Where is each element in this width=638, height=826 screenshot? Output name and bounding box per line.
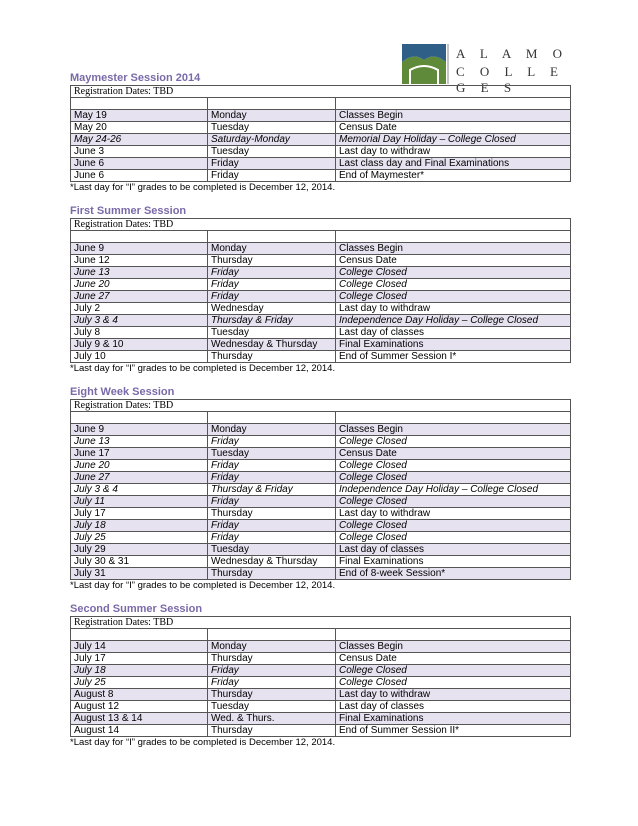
table-row — [71, 532, 571, 544]
session-table — [70, 85, 571, 182]
day-cell: Friday — [208, 472, 336, 484]
registration-dates: Registration Dates: TBD — [71, 219, 571, 231]
incomplete-grades-note: *Last day for “I” grades to be completed is December 12, 2014. — [70, 363, 336, 374]
date-cell: July 9 & 10 — [71, 339, 208, 351]
table-row — [71, 689, 571, 701]
date-cell: May 24-26 — [71, 134, 208, 146]
table-row — [71, 134, 571, 146]
blank-cell — [208, 629, 336, 641]
table-row — [71, 279, 571, 291]
table-row — [71, 158, 571, 170]
table-row — [71, 677, 571, 689]
calendar-sessions — [70, 72, 570, 760]
day-cell: Thursday — [208, 351, 336, 363]
event-cell: End of Summer Session I* — [336, 351, 571, 363]
session-section — [70, 603, 570, 749]
table-row — [71, 327, 571, 339]
date-cell: July 30 & 31 — [71, 556, 208, 568]
registration-row — [71, 617, 571, 629]
registration-dates: Registration Dates: TBD — [71, 86, 571, 98]
event-cell: College Closed — [336, 436, 571, 448]
day-cell: Wednesday — [208, 303, 336, 315]
date-cell: June 12 — [71, 255, 208, 267]
event-cell: Last day of classes — [336, 544, 571, 556]
date-cell: August 12 — [71, 701, 208, 713]
day-cell: Thursday — [208, 689, 336, 701]
event-cell: College Closed — [336, 496, 571, 508]
table-row — [71, 146, 571, 158]
event-cell: Classes Begin — [336, 110, 571, 122]
date-cell: July 3 & 4 — [71, 315, 208, 327]
event-cell: Last day of classes — [336, 327, 571, 339]
event-cell: Classes Begin — [336, 424, 571, 436]
table-row — [71, 701, 571, 713]
date-cell: July 2 — [71, 303, 208, 315]
event-cell: Last day of classes — [336, 701, 571, 713]
day-cell: Tuesday — [208, 146, 336, 158]
event-cell: College Closed — [336, 267, 571, 279]
day-cell: Thursday & Friday — [208, 315, 336, 327]
table-row — [71, 255, 571, 267]
event-cell: Census Date — [336, 122, 571, 134]
day-cell: Tuesday — [208, 327, 336, 339]
event-cell: Classes Begin — [336, 243, 571, 255]
event-cell: Independence Day Holiday – College Closed — [336, 315, 571, 327]
table-row — [71, 472, 571, 484]
table-row — [71, 725, 571, 737]
date-cell: June 20 — [71, 279, 208, 291]
event-cell: Last class day and Final Examinations — [336, 158, 571, 170]
day-cell: Friday — [208, 279, 336, 291]
session-table — [70, 218, 571, 363]
date-cell: July 25 — [71, 677, 208, 689]
date-cell: June 13 — [71, 436, 208, 448]
date-cell: August 13 & 14 — [71, 713, 208, 725]
table-row — [71, 665, 571, 677]
event-cell: Last day to withdraw — [336, 508, 571, 520]
day-cell: Friday — [208, 665, 336, 677]
event-cell: Final Examinations — [336, 339, 571, 351]
blank-cell — [208, 231, 336, 243]
event-cell: Last day to withdraw — [336, 146, 571, 158]
session-title: First Summer Session — [70, 205, 187, 217]
day-cell: Wed. & Thurs. — [208, 713, 336, 725]
date-cell: May 20 — [71, 122, 208, 134]
registration-row — [71, 86, 571, 98]
day-cell: Friday — [208, 291, 336, 303]
incomplete-grades-note: *Last day for “I” grades to be completed is December 12, 2014. — [70, 182, 336, 193]
table-row — [71, 653, 571, 665]
day-cell: Monday — [208, 424, 336, 436]
day-cell: Friday — [208, 170, 336, 182]
event-cell: Final Examinations — [336, 556, 571, 568]
table-row — [71, 351, 571, 363]
table-row — [71, 291, 571, 303]
day-cell: Thursday — [208, 508, 336, 520]
day-cell: Wednesday & Thursday — [208, 339, 336, 351]
session-section — [70, 386, 570, 592]
day-cell: Wednesday & Thursday — [208, 556, 336, 568]
blank-row — [71, 412, 571, 424]
date-cell: June 9 — [71, 424, 208, 436]
table-row — [71, 520, 571, 532]
registration-row — [71, 400, 571, 412]
date-cell: June 6 — [71, 170, 208, 182]
event-cell: College Closed — [336, 279, 571, 291]
date-cell: June 27 — [71, 472, 208, 484]
blank-row — [71, 98, 571, 110]
event-cell: College Closed — [336, 520, 571, 532]
day-cell: Monday — [208, 110, 336, 122]
table-row — [71, 424, 571, 436]
day-cell: Friday — [208, 532, 336, 544]
date-cell: June 6 — [71, 158, 208, 170]
date-cell: July 29 — [71, 544, 208, 556]
day-cell: Monday — [208, 243, 336, 255]
registration-row — [71, 219, 571, 231]
event-cell: Last day to withdraw — [336, 303, 571, 315]
incomplete-grades-note: *Last day for “I” grades to be completed is December 12, 2014. — [70, 580, 336, 591]
table-row — [71, 556, 571, 568]
logo-line-2: C O L L E G E S — [456, 64, 564, 95]
session-title: Maymester Session 2014 — [70, 72, 201, 84]
table-row — [71, 315, 571, 327]
event-cell: College Closed — [336, 460, 571, 472]
event-cell: College Closed — [336, 677, 571, 689]
event-cell: College Closed — [336, 665, 571, 677]
session-table — [70, 399, 571, 580]
blank-cell — [71, 98, 208, 110]
event-cell: End of 8-week Session* — [336, 568, 571, 580]
date-cell: July 10 — [71, 351, 208, 363]
registration-dates: Registration Dates: TBD — [71, 617, 571, 629]
session-section — [70, 72, 570, 194]
table-row — [71, 170, 571, 182]
date-cell: July 18 — [71, 665, 208, 677]
date-cell: July 14 — [71, 641, 208, 653]
table-row — [71, 339, 571, 351]
event-cell: End of Maymester* — [336, 170, 571, 182]
date-cell: August 14 — [71, 725, 208, 737]
blank-cell — [336, 412, 571, 424]
blank-cell — [336, 98, 571, 110]
day-cell: Friday — [208, 460, 336, 472]
day-cell: Thursday & Friday — [208, 484, 336, 496]
table-row — [71, 508, 571, 520]
blank-row — [71, 629, 571, 641]
day-cell: Thursday — [208, 255, 336, 267]
blank-row — [71, 231, 571, 243]
date-cell: July 25 — [71, 532, 208, 544]
event-cell: College Closed — [336, 472, 571, 484]
date-cell: June 20 — [71, 460, 208, 472]
blank-cell — [71, 629, 208, 641]
date-cell: June 9 — [71, 243, 208, 255]
table-row — [71, 544, 571, 556]
date-cell: August 8 — [71, 689, 208, 701]
table-row — [71, 496, 571, 508]
table-row — [71, 713, 571, 725]
date-cell: July 17 — [71, 653, 208, 665]
event-cell: College Closed — [336, 532, 571, 544]
table-row — [71, 460, 571, 472]
event-cell: Final Examinations — [336, 713, 571, 725]
day-cell: Thursday — [208, 568, 336, 580]
table-row — [71, 267, 571, 279]
event-cell: Census Date — [336, 653, 571, 665]
event-cell: Last day to withdraw — [336, 689, 571, 701]
date-cell: June 3 — [71, 146, 208, 158]
blank-cell — [336, 629, 571, 641]
blank-cell — [208, 98, 336, 110]
date-cell: July 17 — [71, 508, 208, 520]
blank-cell — [208, 412, 336, 424]
table-row — [71, 243, 571, 255]
table-row — [71, 122, 571, 134]
day-cell: Saturday-Monday — [208, 134, 336, 146]
day-cell: Friday — [208, 158, 336, 170]
event-cell: Memorial Day Holiday – College Closed — [336, 134, 571, 146]
day-cell: Friday — [208, 267, 336, 279]
date-cell: July 31 — [71, 568, 208, 580]
session-title: Second Summer Session — [70, 603, 203, 615]
session-section — [70, 205, 570, 375]
date-cell: July 18 — [71, 520, 208, 532]
date-cell: May 19 — [71, 110, 208, 122]
day-cell: Tuesday — [208, 701, 336, 713]
day-cell: Thursday — [208, 653, 336, 665]
date-cell: July 11 — [71, 496, 208, 508]
session-table — [70, 616, 571, 737]
table-row — [71, 484, 571, 496]
table-row — [71, 303, 571, 315]
registration-dates: Registration Dates: TBD — [71, 400, 571, 412]
day-cell: Friday — [208, 496, 336, 508]
event-cell: End of Summer Session II* — [336, 725, 571, 737]
logo-line-1: A L A M O — [456, 46, 569, 61]
day-cell: Tuesday — [208, 544, 336, 556]
date-cell: July 8 — [71, 327, 208, 339]
session-title: Eight Week Session — [70, 386, 175, 398]
table-row — [71, 448, 571, 460]
day-cell: Tuesday — [208, 448, 336, 460]
blank-cell — [71, 231, 208, 243]
day-cell: Friday — [208, 520, 336, 532]
event-cell: Census Date — [336, 448, 571, 460]
day-cell: Friday — [208, 677, 336, 689]
blank-cell — [71, 412, 208, 424]
table-row — [71, 110, 571, 122]
date-cell: July 3 & 4 — [71, 484, 208, 496]
blank-cell — [336, 231, 571, 243]
day-cell: Thursday — [208, 725, 336, 737]
date-cell: June 13 — [71, 267, 208, 279]
table-row — [71, 436, 571, 448]
table-row — [71, 568, 571, 580]
event-cell: Classes Begin — [336, 641, 571, 653]
date-cell: June 27 — [71, 291, 208, 303]
table-row — [71, 641, 571, 653]
event-cell: Independence Day Holiday – College Closed — [336, 484, 571, 496]
day-cell: Monday — [208, 641, 336, 653]
day-cell: Friday — [208, 436, 336, 448]
event-cell: College Closed — [336, 291, 571, 303]
incomplete-grades-note: *Last day for “I” grades to be completed is December 12, 2014. — [70, 737, 336, 748]
date-cell: June 17 — [71, 448, 208, 460]
day-cell: Tuesday — [208, 122, 336, 134]
event-cell: Census Date — [336, 255, 571, 267]
